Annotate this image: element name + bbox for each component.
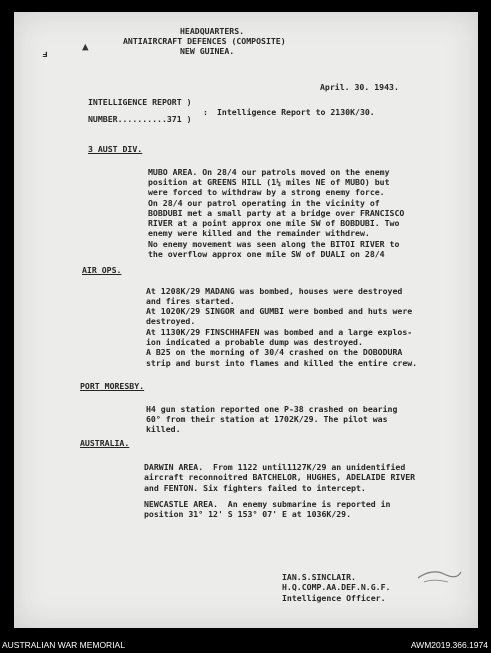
report-label: INTELLIGENCE REPORT ): [88, 97, 192, 107]
text-line: and FENTON. Six fighters failed to intercept.: [144, 483, 366, 493]
text-line: strip and burst into flames and killed the entire crew.: [146, 358, 418, 368]
pencil-mark: ⅎ: [42, 49, 49, 60]
report-date: April. 30. 1943.: [320, 82, 399, 92]
text-line: At 1208K/29 MADANG was bombed, houses were destroyed: [146, 286, 403, 296]
text-line: ion indicated a probable dump was destroyed.: [146, 337, 363, 347]
text-line: A B25 on the morning of 30/4 crashed on the DOBODURA: [146, 347, 403, 357]
arrow-mark: ▲: [82, 40, 89, 53]
report-subject: Intelligence Report to 2130K/30.: [217, 107, 375, 117]
section-heading-aust-div: 3 AUST DIV.: [88, 144, 143, 154]
header-line-2: ANTIAIRCRAFT DEFENCES (COMPOSITE): [123, 36, 286, 46]
section-heading-port-moresby: PORT MORESBY.: [80, 381, 145, 391]
text-line: MUBO AREA. On 28/4 our patrols moved on the enemy: [148, 167, 390, 177]
text-line: DARWIN AREA. From 1122 until1127K/29 an unidentified: [144, 462, 406, 472]
section-heading-air-ops: AIR OPS.: [82, 265, 122, 275]
text-line: RIVER at a point approx one mile SW of BOBDUBI. Two: [148, 218, 400, 228]
text-line: position 31° 12' S 153° 07' E at 1036K/29.: [144, 509, 352, 519]
section-heading-australia: AUSTRALIA.: [80, 438, 130, 448]
header-line-3: NEW GUINEA.: [180, 46, 235, 56]
text-line: At 1130K/29 FINSCHHAFEN was bombed and a large explos-: [146, 327, 413, 337]
text-line: aircraft reconnoitred BATCHELOR, HUGHES, ADELAIDE RIVER: [144, 472, 416, 482]
text-line: and fires started.: [146, 296, 235, 306]
text-line: NEWCASTLE AREA. An enemy submarine is reported in: [144, 499, 391, 509]
signature-title: Intelligence Officer.: [282, 593, 386, 603]
text-line: 60° from their station at 1702K/29. The pilot was: [146, 414, 388, 424]
document-page: [14, 12, 478, 628]
signature-name: IAN.S.SINCLAIR.: [282, 572, 356, 582]
footer-accession-number: AWM2019.366.1974: [410, 640, 488, 650]
text-line: killed.: [146, 424, 181, 434]
footer-institution: AUSTRALIAN WAR MEMORIAL: [2, 640, 125, 650]
text-line: destroyed.: [146, 316, 196, 326]
archive-footer: [0, 636, 491, 653]
pencil-scribble: [414, 564, 464, 588]
text-line: No enemy movement was seen along the BITOI RIVER to: [148, 239, 400, 249]
text-line: BOBDUBI met a small party at a bridge over FRANCISCO: [148, 208, 405, 218]
signature-unit: H.Q.COMP.AA.DEF.N.G.F.: [282, 582, 391, 592]
text-line: position at GREENS HILL (1¼ miles NE of MUBO) but: [148, 177, 390, 187]
report-separator: :: [203, 107, 208, 117]
text-line: were forced to withdraw by a strong enemy force.: [148, 187, 385, 197]
text-line: At 1020K/29 SINGOR and GUMBI were bombed and huts were: [146, 306, 413, 316]
header-line-1: HEADQUARTERS.: [180, 26, 245, 36]
text-line: H4 gun station reported one P-38 crashed on bearing: [146, 404, 398, 414]
text-line: the overflow approx one mile SW of DUALI on 28/4: [148, 249, 385, 259]
text-line: enemy were killed and the remainder withdrew.: [148, 228, 370, 238]
report-number: NUMBER..........371 ): [88, 114, 192, 124]
text-line: On 28/4 our patrol operating in the vicinity of: [148, 198, 380, 208]
